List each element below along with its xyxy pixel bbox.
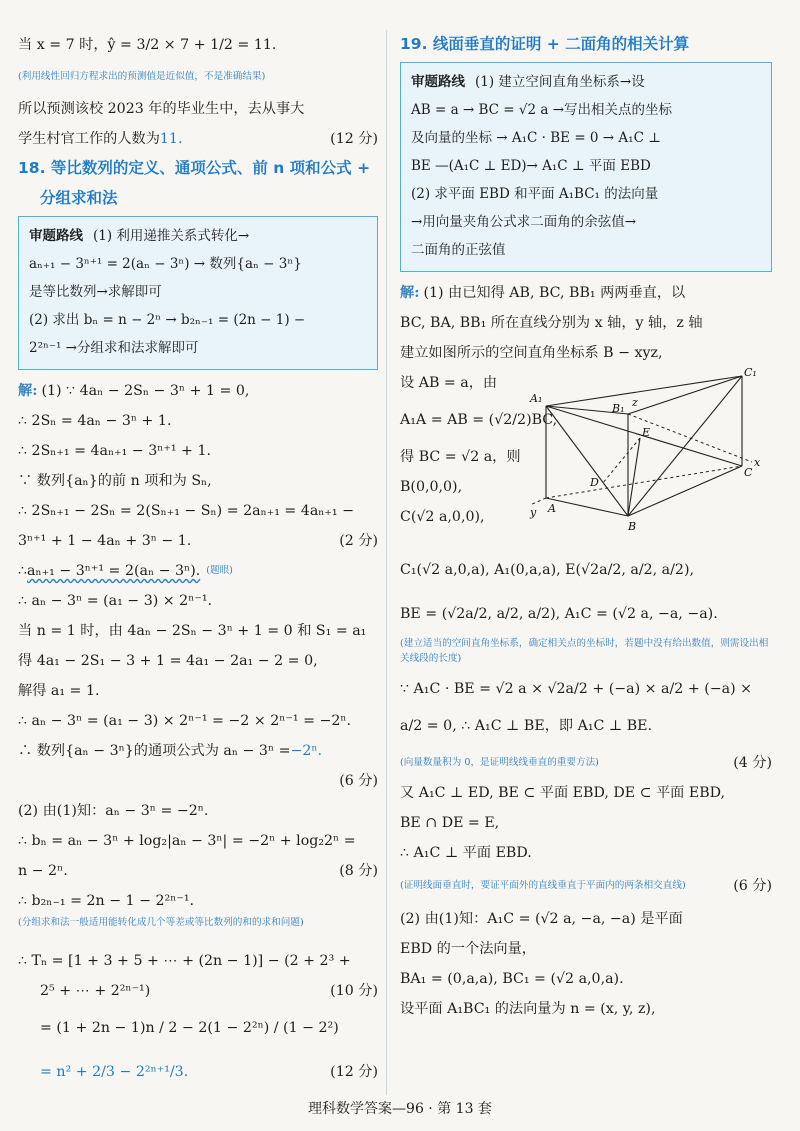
solution-line: C(√2 a,0,0), [400, 508, 485, 525]
solution-line: A₁A = AB = (√2/2)BC, [400, 411, 558, 428]
label-B: B [628, 520, 637, 533]
solution-line [18, 856, 378, 886]
figure-side-text [400, 368, 558, 548]
label-B1: B₁ [612, 402, 625, 415]
text-line: 所以预测该校 2023 年的毕业生中，去从事大 [18, 100, 305, 117]
label-A1: A₁ [530, 392, 543, 405]
text-span: 学生村官工作的人数为 [18, 130, 160, 147]
solution-line: C₁(√2 a,0,a), A₁(0,a,a), E(√2a/2, a/2, a/2), [400, 561, 694, 578]
solution-label: 解: [18, 382, 38, 399]
solution-line [18, 736, 378, 766]
review-route-box [18, 216, 378, 370]
answer-highlight: = n² + 2/3 − 2²ⁿ⁺¹/3. [40, 1063, 189, 1080]
figure-row [400, 368, 772, 548]
text-span: ∴ 数列{aₙ − 3ⁿ}的通项公式为 aₙ − 3ⁿ = [18, 742, 291, 759]
box-title: 审题路线 [29, 228, 83, 245]
column-divider [386, 30, 387, 1095]
text-span: ∴ [18, 562, 28, 579]
problem-18-heading-cont: 分组求和法 [40, 189, 118, 208]
box-title: 审题路线 [411, 74, 465, 91]
page-footer: 理科数学答案—96 · 第 13 套 [308, 1101, 492, 1117]
text-span: (1) ∵ 4aₙ − 2Sₙ − 3ⁿ + 1 = 0, [41, 382, 250, 399]
answer-highlight: −2ⁿ. [290, 742, 323, 759]
text-span: a/2 = 0, ∴ A₁C ⊥ BE，即 A₁C ⊥ BE. [400, 717, 653, 734]
solution-line [400, 704, 772, 748]
text-span: 3ⁿ⁺¹ + 1 − 4aₙ + 3ⁿ − 1. [18, 532, 192, 549]
solution-line: EBD 的一个法向量， [400, 940, 536, 957]
text-span: ∴ A₁C ⊥ 平面 EBD. [400, 844, 532, 861]
annotation-note: (向量数量积为 0，是证明线线垂直的重要方法) [400, 757, 599, 769]
box-line: 2²ⁿ⁻¹ →分组求和法求解即可 [29, 340, 199, 357]
score: (10 分) [330, 982, 378, 999]
text-line [18, 124, 378, 154]
right-column [400, 30, 772, 1024]
solution-line: 建立如图所示的空间直角坐标系 B − xyz, [400, 344, 663, 361]
solution-line: BC, BA, BB₁ 所在直线分别为 x 轴，y 轴，z 轴 [400, 314, 703, 331]
box-line: (2) 求出 bₙ = n − 2ⁿ → b₂ₙ₋₁ = (2n − 1) − [29, 312, 306, 329]
score: (6 分) [339, 772, 378, 789]
box-line: AB = a → BC = √2 a →写出相关点的坐标 [411, 102, 673, 119]
annotation-note: (题眼) [206, 565, 233, 577]
solution-line: (2) 由(1)知：aₙ − 3ⁿ = −2ⁿ. [18, 802, 209, 819]
solution-line: (2) 由(1)知：A₁C = (√2 a, −a, −a) 是平面 [400, 910, 683, 927]
score: (12 分) [330, 130, 378, 147]
solution-line: 设 AB = a，由 [400, 374, 498, 391]
label-E: E [642, 426, 651, 439]
score: (6 分) [733, 877, 772, 894]
solution-line: 设平面 A₁BC₁ 的法向量为 n = (x, y, z), [400, 1000, 656, 1017]
solution-line [400, 838, 772, 868]
problem-19-heading: 19. 线面垂直的证明 + 二面角的相关计算 [400, 35, 690, 54]
box-line: 二面角的正弦值 [411, 242, 506, 259]
answer-highlight: 11. [159, 130, 183, 147]
label-C1: C₁ [744, 366, 757, 379]
solution-line: 得 BC = √2 a，则 [400, 448, 521, 465]
box-line: (1) 建立空间直角坐标系→设 [475, 74, 645, 91]
problem-18-heading: 18. 等比数列的定义、通项公式、前 n 项和公式 + [18, 159, 371, 178]
solution-line [18, 1050, 378, 1094]
box-line: (2) 求平面 EBD 和平面 A₁BC₁ 的法向量 [411, 186, 659, 203]
solution-line [18, 526, 378, 556]
solution-line: ∴ 2Sₙ₊₁ = 4aₙ₊₁ − 3ⁿ⁺¹ + 1. [18, 442, 211, 459]
solution-line: ∵ 数列{aₙ}的前 n 项和为 Sₙ, [18, 472, 212, 489]
text-span: (1) 由已知得 AB, BC, BB₁ 两两垂直，以 [423, 284, 686, 301]
annotation-note: (证明线面垂直时，要证平面外的直线垂直于平面内的两条相交直线) [400, 879, 686, 891]
label-y: y [530, 506, 537, 519]
solution-line: B(0,0,0), [400, 478, 463, 495]
label-x: x [754, 456, 761, 469]
solution-line [400, 868, 772, 904]
text-line [18, 132, 182, 146]
solution-line: BA₁ = (0,a,a), BC₁ = (√2 a,0,a). [400, 970, 624, 987]
solution-line [400, 748, 772, 778]
solution-line: ∴ Tₙ = [1 + 3 + 5 + ⋯ + (2n − 1)] − (2 + 2³ + [18, 952, 351, 969]
box-line: (1) 利用递推关系式转化→ [93, 228, 250, 245]
review-route-box [400, 62, 772, 272]
solution-line [18, 976, 378, 1006]
solution-line: 又 A₁C ⊥ ED, BE ⊂ 平面 EBD, DE ⊂ 平面 EBD, [400, 784, 726, 801]
solution-line: ∴ aₙ − 3ⁿ = (a₁ − 3) × 2ⁿ⁻¹. [18, 592, 213, 609]
solution-line: ∴ b₂ₙ₋₁ = 2n − 1 − 2²ⁿ⁻¹. [18, 892, 195, 909]
label-A: A [548, 502, 556, 515]
box-line: BE —(A₁C ⊥ ED)→ A₁C ⊥ 平面 EBD [411, 158, 651, 175]
box-line: →用向量夹角公式求二面角的余弦值→ [411, 214, 637, 231]
solution-line: 当 n = 1 时，由 4aₙ − 2Sₙ − 3ⁿ + 1 = 0 和 S₁ = a₁ [18, 622, 367, 639]
score: (8 分) [339, 862, 378, 879]
solution-line: ∵ A₁C · BE = √2 a × √2a/2 + (−a) × a/2 + (−a) × [400, 680, 753, 697]
solution-line: ∴ bₙ = aₙ − 3ⁿ + log₂|aₙ − 3ⁿ| = −2ⁿ + log₂2ⁿ = [18, 832, 356, 849]
label-C: C [744, 466, 753, 479]
box-line: 是等比数列→求解即可 [29, 284, 162, 301]
label-D: D [590, 476, 599, 489]
annotation-note: (建立适当的空间直角坐标系，确定相关点的坐标时，若题中没有给出数值，则需设出相关线段的长度) [400, 638, 769, 665]
solution-label: 解: [400, 284, 420, 301]
solution-line [18, 376, 378, 406]
solution-line: 得 4a₁ − 2S₁ − 3 + 1 = 4a₁ − 2a₁ − 2 = 0, [18, 652, 318, 669]
solution-line: BE ∩ DE = E, [400, 814, 500, 831]
box-line: 及向量的坐标 → A₁C · BE = 0 → A₁C ⊥ [411, 130, 661, 147]
prism-figure [530, 368, 766, 548]
solution-line: = (1 + 2n − 1)n / 2 − 2(1 − 2²ⁿ) / (1 − 2²) [40, 1019, 339, 1036]
solution-line: ∴ 2Sₙ = 4aₙ − 3ⁿ + 1. [18, 412, 172, 429]
key-step-underline: aₙ₊₁ − 3ⁿ⁺¹ = 2(aₙ − 3ⁿ). [27, 562, 201, 579]
score: (4 分) [733, 754, 772, 771]
annotation-note: (分组求和法一般适用能转化成几个等差或等比数列的和的求和问题) [18, 917, 304, 928]
text-span: 2⁵ + ⋯ + 2²ⁿ⁻¹) [40, 982, 151, 999]
solution-line: ∴ aₙ − 3ⁿ = (a₁ − 3) × 2ⁿ⁻¹ = −2 × 2ⁿ⁻¹ = −2ⁿ. [18, 712, 352, 729]
solution-line: ∴ 2Sₙ₊₁ − 2Sₙ = 2(Sₙ₊₁ − Sₙ) = 2aₙ₊₁ = 4aₙ₊₁ − [18, 502, 354, 519]
score: (12 分) [330, 1063, 378, 1080]
solution-line: 解得 a₁ = 1. [18, 682, 100, 699]
annotation-note: (利用线性回归方程求出的预测值是近似值，不是准确结果) [18, 70, 266, 82]
label-z: z [632, 396, 638, 409]
box-line: aₙ₊₁ − 3ⁿ⁺¹ = 2(aₙ − 3ⁿ) → 数列{aₙ − 3ⁿ} [29, 256, 302, 273]
solution-line [400, 278, 772, 308]
text-span: n − 2ⁿ. [18, 862, 68, 879]
solution-line: BE = (√2a/2, a/2, a/2), A₁C = (√2 a, −a, −a). [400, 605, 718, 622]
solution-line [18, 556, 378, 586]
score: (2 分) [339, 532, 378, 549]
left-column [18, 30, 378, 1094]
text-line: 当 x = 7 时，ŷ = 3/2 × 7 + 1/2 = 11. [18, 36, 277, 53]
